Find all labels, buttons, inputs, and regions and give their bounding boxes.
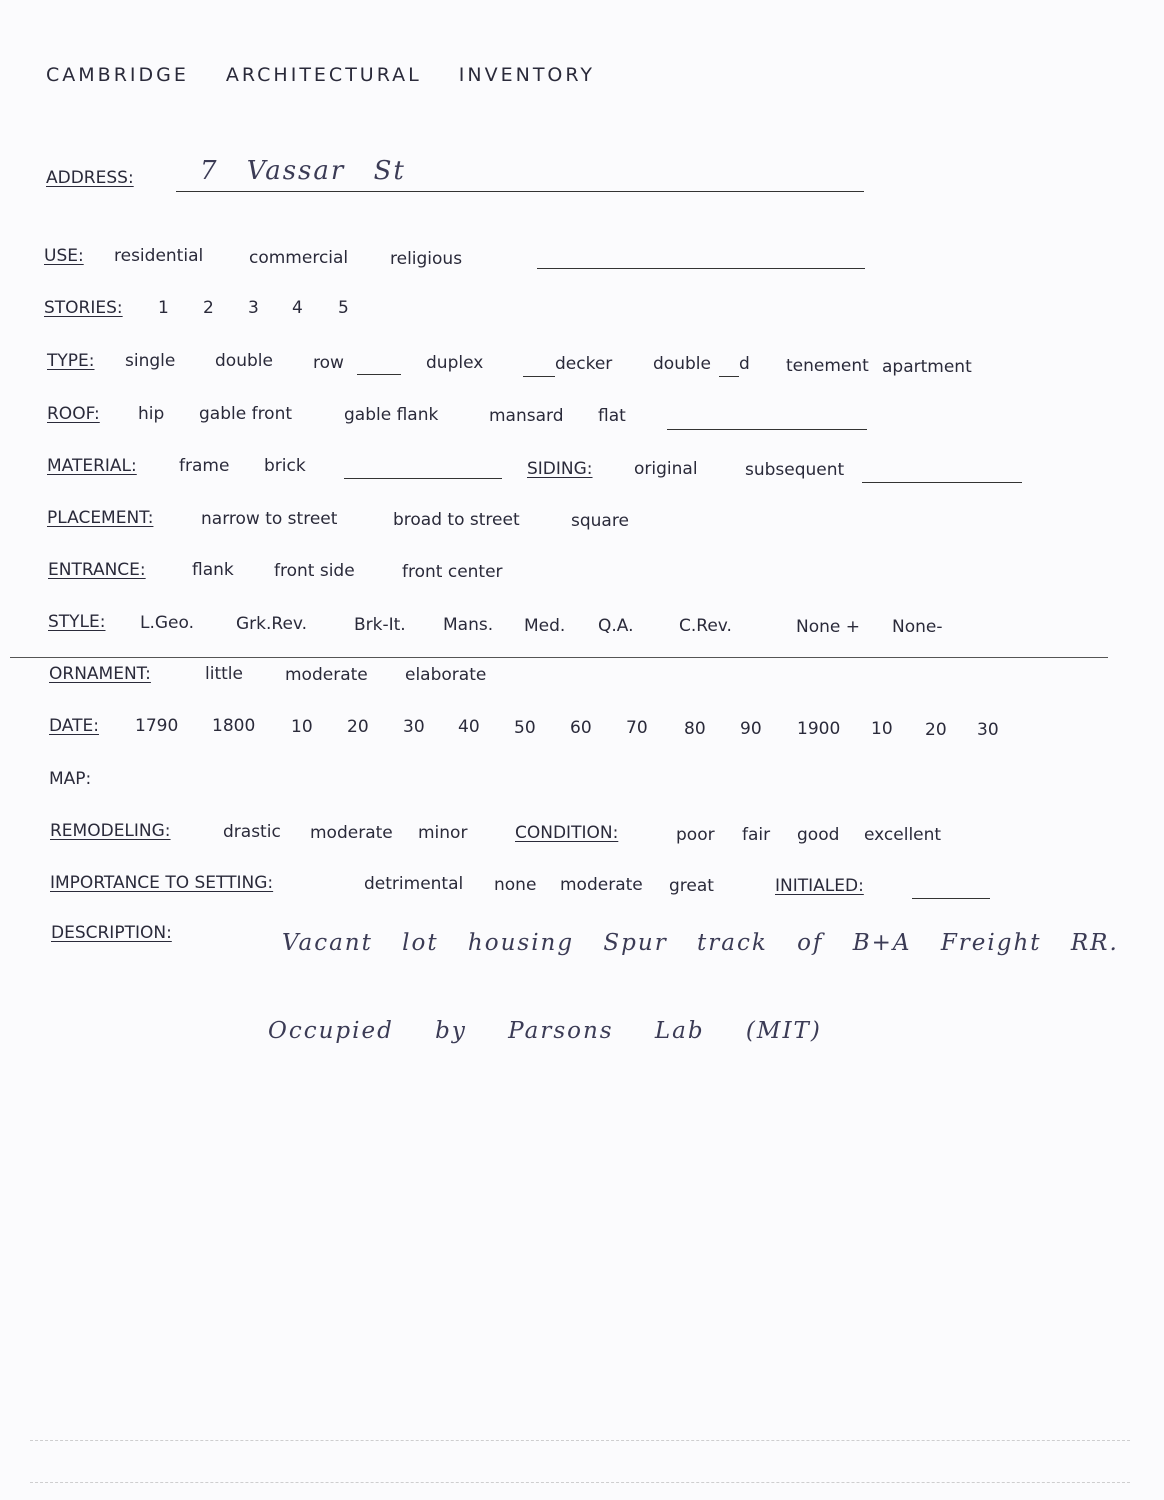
- style-option[interactable]: Brk-It.: [354, 615, 406, 635]
- type-decker-line[interactable]: [523, 376, 555, 377]
- use-option[interactable]: religious: [390, 249, 463, 269]
- entrance-label: ENTRANCE:: [48, 560, 146, 580]
- type-option[interactable]: double: [215, 351, 273, 371]
- type-option[interactable]: tenement: [786, 356, 869, 376]
- description-line-2[interactable]: Occupied by Parsons Lab (MIT): [268, 1018, 822, 1044]
- date-option[interactable]: 1790: [135, 716, 179, 736]
- remodeling-option[interactable]: minor: [418, 823, 468, 843]
- date-option[interactable]: 60: [570, 718, 592, 738]
- use-other-line[interactable]: [537, 268, 865, 269]
- date-option[interactable]: 50: [514, 718, 536, 738]
- entrance-option[interactable]: front center: [402, 562, 503, 582]
- roof-option[interactable]: mansard: [489, 406, 564, 426]
- title-word: INVENTORY: [458, 64, 595, 86]
- style-option[interactable]: Mans.: [443, 615, 494, 635]
- initialed-line[interactable]: [912, 898, 990, 899]
- title-word: ARCHITECTURAL: [225, 64, 422, 86]
- date-option[interactable]: 70: [626, 718, 648, 738]
- ornament-option[interactable]: elaborate: [405, 665, 487, 685]
- style-option[interactable]: L.Geo.: [140, 613, 195, 633]
- placement-label: PLACEMENT:: [47, 508, 154, 528]
- type-option[interactable]: duplex: [426, 353, 484, 373]
- type-label: TYPE:: [47, 351, 95, 371]
- siding-other-line[interactable]: [862, 482, 1022, 483]
- roof-option[interactable]: gable front: [199, 404, 293, 424]
- style-option[interactable]: Q.A.: [598, 616, 634, 636]
- condition-label: CONDITION:: [515, 823, 619, 843]
- date-option[interactable]: 80: [684, 719, 706, 739]
- date-option[interactable]: 40: [458, 717, 480, 737]
- style-option[interactable]: Med.: [524, 616, 566, 636]
- stories-option[interactable]: 3: [248, 298, 259, 318]
- use-label: USE:: [44, 246, 84, 266]
- condition-option[interactable]: fair: [742, 825, 771, 845]
- title-word: CAMBRIDGE: [46, 64, 189, 86]
- form-title: [46, 64, 623, 86]
- importance-option[interactable]: detrimental: [364, 874, 464, 894]
- use-option[interactable]: commercial: [249, 248, 349, 268]
- type-row-line[interactable]: [357, 374, 401, 375]
- date-option[interactable]: 10: [291, 717, 313, 737]
- material-option[interactable]: frame: [179, 456, 230, 476]
- section-divider: [10, 657, 1108, 658]
- date-option[interactable]: 20: [925, 720, 947, 740]
- type-option[interactable]: d: [739, 354, 750, 374]
- style-option[interactable]: None +: [796, 617, 860, 637]
- siding-option[interactable]: subsequent: [745, 460, 845, 480]
- type-option[interactable]: decker: [555, 354, 613, 374]
- ornament-option[interactable]: moderate: [285, 665, 368, 685]
- date-option[interactable]: 20: [347, 717, 369, 737]
- importance-option[interactable]: moderate: [560, 875, 643, 895]
- description-line-1[interactable]: Vacant lot housing Spur track of B+A Freight RR.: [282, 930, 1119, 956]
- importance-label: IMPORTANCE TO SETTING:: [50, 873, 274, 893]
- style-option[interactable]: Grk.Rev.: [236, 614, 308, 634]
- condition-option[interactable]: poor: [676, 825, 715, 845]
- style-label: STYLE:: [48, 612, 106, 632]
- date-option[interactable]: 90: [740, 719, 762, 739]
- material-option[interactable]: brick: [264, 456, 306, 476]
- type-option[interactable]: single: [125, 351, 176, 371]
- importance-option[interactable]: none: [494, 875, 537, 895]
- type-option[interactable]: row: [313, 353, 344, 373]
- roof-other-line[interactable]: [667, 429, 867, 430]
- condition-option[interactable]: good: [797, 825, 840, 845]
- date-label: DATE:: [49, 716, 99, 736]
- address-label: ADDRESS:: [46, 168, 134, 188]
- address-line[interactable]: [176, 191, 864, 192]
- remodeling-label: REMODELING:: [50, 821, 171, 841]
- condition-option[interactable]: excellent: [864, 825, 942, 845]
- siding-option[interactable]: original: [634, 459, 698, 479]
- initialed-label: INITIALED:: [775, 876, 864, 896]
- scan-artifact: [30, 1482, 1130, 1483]
- entrance-option[interactable]: flank: [192, 560, 234, 580]
- address-value[interactable]: 7 Vassar St: [200, 156, 406, 186]
- date-option[interactable]: 30: [403, 717, 425, 737]
- placement-option[interactable]: square: [571, 511, 629, 531]
- importance-option[interactable]: great: [669, 876, 714, 896]
- stories-option[interactable]: 1: [158, 298, 169, 318]
- description-label: DESCRIPTION:: [51, 923, 172, 943]
- stories-option[interactable]: 5: [338, 298, 349, 318]
- material-label: MATERIAL:: [47, 456, 137, 476]
- stories-option[interactable]: 2: [203, 298, 214, 318]
- style-option[interactable]: None-: [892, 617, 943, 637]
- stories-option[interactable]: 4: [292, 298, 303, 318]
- roof-option[interactable]: gable flank: [344, 405, 439, 425]
- use-option[interactable]: residential: [114, 246, 204, 266]
- stories-label: STORIES:: [44, 298, 123, 318]
- ornament-label: ORNAMENT:: [49, 664, 151, 684]
- roof-option[interactable]: hip: [138, 404, 165, 424]
- date-option[interactable]: 30: [977, 720, 999, 740]
- type-option[interactable]: double: [653, 354, 711, 374]
- siding-label: SIDING:: [527, 459, 593, 479]
- date-option[interactable]: 10: [871, 719, 893, 739]
- scan-artifact: [30, 1440, 1130, 1441]
- remodeling-option[interactable]: drastic: [223, 822, 281, 842]
- style-option[interactable]: C.Rev.: [679, 616, 732, 636]
- ornament-option[interactable]: little: [205, 664, 243, 684]
- roof-label: ROOF:: [47, 404, 100, 424]
- placement-option[interactable]: broad to street: [393, 510, 520, 530]
- remodeling-option[interactable]: moderate: [310, 823, 393, 843]
- placement-option[interactable]: narrow to street: [201, 509, 338, 529]
- date-option[interactable]: 1900: [797, 719, 841, 739]
- type-double-d-line[interactable]: [719, 376, 739, 377]
- material-other-line[interactable]: [344, 478, 502, 479]
- date-option[interactable]: 1800: [212, 716, 256, 736]
- type-option[interactable]: apartment: [882, 357, 972, 377]
- roof-option[interactable]: flat: [598, 406, 626, 426]
- entrance-option[interactable]: front side: [274, 561, 355, 581]
- map-label: MAP:: [49, 769, 92, 789]
